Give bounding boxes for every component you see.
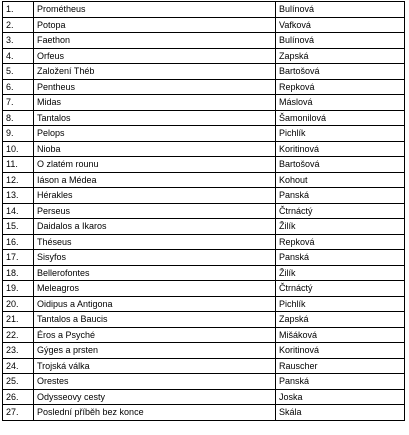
row-number-cell: 13. bbox=[3, 188, 34, 204]
row-number-cell: 2. bbox=[3, 17, 34, 33]
table-row bbox=[3, 141, 405, 157]
student-name-cell: Máslová bbox=[276, 95, 405, 111]
row-number-cell: 18. bbox=[3, 265, 34, 281]
story-title-cell: Gýges a prsten bbox=[34, 343, 276, 359]
table-row bbox=[3, 64, 405, 80]
story-title-cell: Théseus bbox=[34, 234, 276, 250]
row-number-cell: 11. bbox=[3, 157, 34, 173]
student-name-cell: Zapská bbox=[276, 48, 405, 64]
table-row bbox=[3, 405, 405, 421]
table-row bbox=[3, 358, 405, 374]
row-number-cell: 21. bbox=[3, 312, 34, 328]
row-number-cell: 7. bbox=[3, 95, 34, 111]
story-title-cell: Éros a Psyché bbox=[34, 327, 276, 343]
student-name-cell: Koritinová bbox=[276, 141, 405, 157]
student-name-cell: Repková bbox=[276, 234, 405, 250]
row-number-cell: 9. bbox=[3, 126, 34, 142]
student-name-cell: Bartošová bbox=[276, 64, 405, 80]
story-title-cell: O zlatém rounu bbox=[34, 157, 276, 173]
table-row bbox=[3, 327, 405, 343]
table-row bbox=[3, 296, 405, 312]
row-number-cell: 1. bbox=[3, 2, 34, 18]
row-number-cell: 26. bbox=[3, 389, 34, 405]
table-row bbox=[3, 48, 405, 64]
row-number-cell: 20. bbox=[3, 296, 34, 312]
student-name-cell: Kohout bbox=[276, 172, 405, 188]
table-row bbox=[3, 2, 405, 18]
student-name-cell: Skála bbox=[276, 405, 405, 421]
student-name-cell: Vafková bbox=[276, 17, 405, 33]
row-number-cell: 3. bbox=[3, 33, 34, 49]
student-name-cell: Joska bbox=[276, 389, 405, 405]
row-number-cell: 16. bbox=[3, 234, 34, 250]
story-title-cell: Orfeus bbox=[34, 48, 276, 64]
student-name-cell: Panská bbox=[276, 374, 405, 390]
table-row bbox=[3, 110, 405, 126]
story-title-cell: Potopa bbox=[34, 17, 276, 33]
row-number-cell: 17. bbox=[3, 250, 34, 266]
story-title-cell: Pentheus bbox=[34, 79, 276, 95]
table-row bbox=[3, 172, 405, 188]
table-row bbox=[3, 79, 405, 95]
row-number-cell: 5. bbox=[3, 64, 34, 80]
story-title-cell: Pelops bbox=[34, 126, 276, 142]
story-title-cell: Iáson a Médea bbox=[34, 172, 276, 188]
student-name-cell: Pichlík bbox=[276, 126, 405, 142]
table-row bbox=[3, 265, 405, 281]
row-number-cell: 24. bbox=[3, 358, 34, 374]
row-number-cell: 15. bbox=[3, 219, 34, 235]
row-number-cell: 14. bbox=[3, 203, 34, 219]
story-title-cell: Meleagros bbox=[34, 281, 276, 297]
student-name-cell: Panská bbox=[276, 250, 405, 266]
student-name-cell: Bulínová bbox=[276, 2, 405, 18]
row-number-cell: 12. bbox=[3, 172, 34, 188]
table-row bbox=[3, 234, 405, 250]
student-name-cell: Pichlík bbox=[276, 296, 405, 312]
student-name-cell: Rauscher bbox=[276, 358, 405, 374]
story-title-cell: Odysseovy cesty bbox=[34, 389, 276, 405]
story-title-cell: Hérakles bbox=[34, 188, 276, 204]
student-name-cell: Zapská bbox=[276, 312, 405, 328]
student-name-cell: Šamonilová bbox=[276, 110, 405, 126]
student-name-cell: Bulínová bbox=[276, 33, 405, 49]
story-title-cell: Oidipus a Antigona bbox=[34, 296, 276, 312]
row-number-cell: 22. bbox=[3, 327, 34, 343]
story-title-cell: Nioba bbox=[34, 141, 276, 157]
table-row bbox=[3, 281, 405, 297]
story-title-cell: Tantalos a Baucis bbox=[34, 312, 276, 328]
assignment-table-body bbox=[3, 2, 405, 421]
table-row bbox=[3, 157, 405, 173]
story-title-cell: Založení Théb bbox=[34, 64, 276, 80]
story-title-cell: Orestes bbox=[34, 374, 276, 390]
table-row bbox=[3, 312, 405, 328]
story-title-cell: Trojská válka bbox=[34, 358, 276, 374]
story-title-cell: Sisyfos bbox=[34, 250, 276, 266]
table-row bbox=[3, 188, 405, 204]
table-row bbox=[3, 374, 405, 390]
story-title-cell: Poslední příběh bez konce bbox=[34, 405, 276, 421]
story-title-cell: Tantalos bbox=[34, 110, 276, 126]
story-title-cell: Prométheus bbox=[34, 2, 276, 18]
row-number-cell: 4. bbox=[3, 48, 34, 64]
row-number-cell: 19. bbox=[3, 281, 34, 297]
table-row bbox=[3, 126, 405, 142]
table-row bbox=[3, 95, 405, 111]
row-number-cell: 6. bbox=[3, 79, 34, 95]
table-row bbox=[3, 17, 405, 33]
row-number-cell: 8. bbox=[3, 110, 34, 126]
student-name-cell: Koritinová bbox=[276, 343, 405, 359]
student-name-cell: Repková bbox=[276, 79, 405, 95]
table-row bbox=[3, 389, 405, 405]
student-name-cell: Bartošová bbox=[276, 157, 405, 173]
row-number-cell: 23. bbox=[3, 343, 34, 359]
story-title-cell: Perseus bbox=[34, 203, 276, 219]
row-number-cell: 10. bbox=[3, 141, 34, 157]
table-row bbox=[3, 33, 405, 49]
student-name-cell: Čtrnáctý bbox=[276, 281, 405, 297]
row-number-cell: 27. bbox=[3, 405, 34, 421]
row-number-cell: 25. bbox=[3, 374, 34, 390]
student-name-cell: Čtrnáctý bbox=[276, 203, 405, 219]
assignment-table bbox=[2, 1, 405, 421]
table-row bbox=[3, 219, 405, 235]
table-row bbox=[3, 203, 405, 219]
story-title-cell: Faethon bbox=[34, 33, 276, 49]
table-row bbox=[3, 250, 405, 266]
student-name-cell: Žilík bbox=[276, 265, 405, 281]
story-title-cell: Daidalos a Ikaros bbox=[34, 219, 276, 235]
student-name-cell: Panská bbox=[276, 188, 405, 204]
story-title-cell: Bellerofontes bbox=[34, 265, 276, 281]
table-row bbox=[3, 343, 405, 359]
student-name-cell: Žilík bbox=[276, 219, 405, 235]
story-title-cell: Midas bbox=[34, 95, 276, 111]
student-name-cell: Mišáková bbox=[276, 327, 405, 343]
